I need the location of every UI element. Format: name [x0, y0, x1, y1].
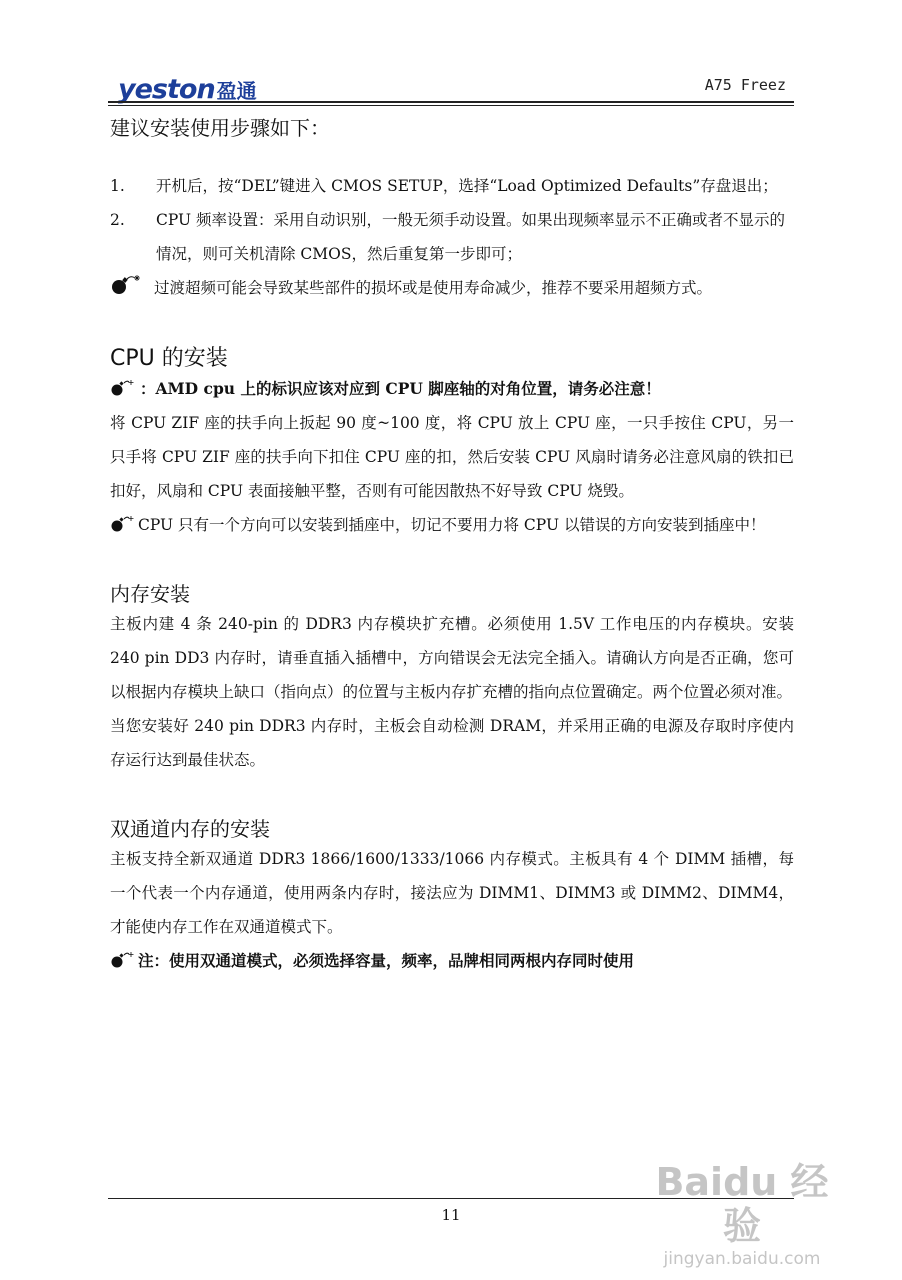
header-rule — [108, 101, 794, 103]
header-rule-thin — [108, 105, 794, 106]
cpu-direction-warning-text: CPU 只有一个方向可以安装到插座中，切记不要用力将 CPU 以错误的方向安装到插座中！ — [138, 516, 766, 534]
bomb-icon — [110, 379, 136, 397]
bomb-icon — [110, 515, 134, 533]
cpu-install-paragraph: 将 CPU ZIF 座的扶手向上扳起 90 度~100 度，将 CPU 放上 CPU 座，一只手按住 CPU，另一只手将 CPU ZIF 座的扶手向下扣住 CPU 座的扣，然后安装 CPU 风扇时请务必注意风扇的铁扣已扣好，风扇和 CPU 表面接触平整，否则有可能因散热不好导致 CPU 烧毁。 — [110, 414, 794, 500]
bomb-icon — [110, 951, 134, 969]
logo-brand-cn: 盈通 — [216, 79, 257, 103]
dual-channel-paragraph: 主板支持全新双通道 DDR3 1866/1600/1333/1066 内存模式。主板具有 4 个 DIMM 插槽，每一个代表一个内存通道，使用两条内存时，接法应为 DIMM1、DIMM3 或 DIMM2、DIMM4，才能使内存工作在双通道模式下。 — [110, 850, 794, 936]
page-content — [110, 112, 794, 978]
dual-channel-note — [110, 944, 794, 978]
overclock-warning — [110, 271, 794, 305]
memory-detect-paragraph: 当您安装好 240 pin DDR3 内存时，主板会自动检测 DRAM，并采用正确的电源及存取时序使内存运行达到最佳状态。 — [110, 717, 794, 769]
install-steps-title: 建议安装使用步骤如下： — [110, 116, 330, 140]
dual-channel-note-text: 注：使用双通道模式，必须选择容量，频率，品牌相同两根内存同时使用 — [138, 951, 635, 970]
header-model: A75 Freez — [704, 76, 786, 94]
dual-channel-title: 双通道内存的安装 — [110, 817, 270, 841]
cpu-note — [110, 372, 794, 406]
overclock-warning-text: 过渡超频可能会导致某些部件的损坏或是使用寿命减少，推荐不要采用超频方式。 — [154, 279, 713, 297]
step-text: 开机后，按“DEL”键进入 CMOS SETUP，选择“Load Optimized Defaults”存盘退出； — [156, 177, 778, 195]
install-step-2 — [110, 203, 794, 271]
page-number: 11 — [441, 1206, 461, 1224]
memory-install-paragraph: 主板内建 4 条 240-pin 的 DDR3 内存模块扩充槽。必须使用 1.5V 工作电压的内存模块。安装 240 pin DD3 内存时，请垂直插入插槽中，方向错误会无法完全插入。请确认方向是否正确，您可以根据内存模块上缺口（指向点）的位置与主板内存扩充槽的指向点位置确定。两个位置必须对准。 — [110, 615, 794, 701]
cpu-note-text: ：AMD cpu 上的标识应该对应到 CPU 脚座轴的对角位置，请务必注意！ — [140, 379, 661, 398]
step-number: 2. — [110, 211, 125, 229]
watermark-sub: jingyan.baidu.com — [663, 1249, 821, 1269]
baidu-watermark — [642, 1160, 842, 1270]
watermark-main: Baidu 经验 — [655, 1160, 829, 1248]
cpu-section-title: CPU 的安装 — [110, 346, 228, 371]
memory-section-title: 内存安装 — [110, 582, 190, 606]
step-number: 1. — [110, 177, 125, 195]
step-text: CPU 频率设置：采用自动识别，一般无须手动设置。如果出现频率显示不正确或者不显示的情况，则可关机清除 CMOS，然后重复第一步即可； — [156, 211, 786, 263]
bomb-icon — [110, 274, 150, 296]
logo-brand: yeston — [118, 74, 215, 105]
cpu-direction-warning — [110, 508, 794, 542]
install-step-1 — [110, 169, 794, 203]
